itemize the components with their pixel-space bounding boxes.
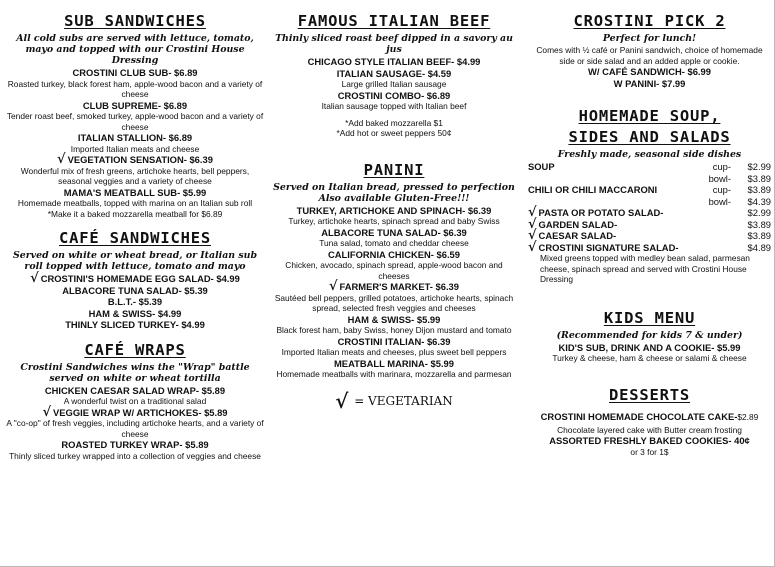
menu-item-desc: Black forest ham, baby Swiss, honey Dijon mustard and tomato <box>276 325 512 335</box>
menu-item-name: ALBACORE TUNA SALAD- $5.39 <box>62 284 208 296</box>
row-price: $4.39 <box>747 195 771 207</box>
menu-item-name: ITALIAN STALLION- $6.89 <box>77 132 193 143</box>
column-left <box>4 8 266 461</box>
menu-item-desc: Tuna salad, tomato and cheddar cheese <box>319 238 469 248</box>
cafe-sandwiches-subtitle: Served on white or wheat bread, or Italian sub roll topped with lettuce, tomato and mayo <box>12 250 257 272</box>
menu-item-vegetarian <box>4 273 266 285</box>
vegetarian-legend-label: = VEGETARIAN <box>354 393 453 408</box>
signature-salad-desc: Mixed greens topped with medley bean salad, parmesan cheese, spinach spread and served with Crostini House Dressing <box>540 253 750 284</box>
menu-item-name: CHICKEN CAESAR SALAD WRAP- $5.89 <box>44 384 226 396</box>
menu-item-desc: Imported Italian meats and cheese <box>70 143 200 154</box>
pick-two-heading: CROSTINI PICK 2 <box>573 12 726 30</box>
row-price: $4.89 <box>747 241 771 253</box>
vegetarian-icon: √ <box>528 239 537 255</box>
menu-item-desc: Homemade meatballs, topped with marina on an Italian sub roll <box>17 198 253 208</box>
kids-menu-heading: KIDS MENU <box>603 308 696 327</box>
menu-item-name: ASSORTED FRESHLY BAKED COOKIES- 40¢ <box>549 435 750 446</box>
row-name: CHILI OR CHILI MACCARONI <box>528 184 658 195</box>
table-row <box>528 161 771 173</box>
sides-price-table <box>528 161 771 253</box>
row-name: PASTA OR POTATO SALAD- <box>538 207 664 218</box>
menu-item-desc: Wonderful mix of fresh greens, artichoke hearts, bell peppers, seasonal veggies and a variety of cheese <box>20 165 250 186</box>
row-name <box>528 196 687 208</box>
sub-sandwiches-subtitle: All cold subs are served with lettuce, tomato, mayo and topped with our Crostini House Dressing <box>16 33 254 66</box>
menu-item-vegetarian <box>4 404 266 420</box>
kids-menu-subtitle: (Recommended for kids 7 & under) <box>556 329 743 341</box>
table-row <box>528 196 771 208</box>
menu-item-desc: Imported Italian meats and cheeses, plus sweet bell peppers <box>281 347 507 357</box>
column-right <box>528 8 771 457</box>
menu-item-desc: Large grilled Italian sausage <box>341 79 447 89</box>
row-name: GARDEN SALAD- <box>538 218 618 230</box>
pick-two-subtitle: Perfect for lunch! <box>602 33 697 44</box>
menu-item-name: CLUB SUPREME- $6.89 <box>82 99 188 111</box>
panini-subtitle: Served on Italian bread, pressed to perfection Also available Gluten-Free!!! <box>273 181 515 204</box>
menu-item-desc: Sautéed bell peppers, grilled potatoes, artichoke hearts, spinach spread, selected fresh veggies and cheeses <box>274 292 514 313</box>
row-size: bowl- <box>708 172 731 184</box>
menu-item-vegetarian <box>4 154 266 166</box>
vegetarian-icon: √ <box>329 279 338 294</box>
menu-item-desc: Homemade meatballs with marinara, mozzarella and parmesan <box>276 369 512 379</box>
menu-item-name: W PANINI- $7.99 <box>613 77 686 89</box>
cafe-wraps-heading: CAFÉ WRAPS <box>84 340 186 359</box>
column-middle <box>270 8 518 413</box>
menu-item-desc: Thinly sliced turkey wrapped into a collection of veggies and cheese <box>9 450 261 461</box>
menu-item-name: ROASTED TURKEY WRAP- $5.89 <box>61 439 209 450</box>
row-size <box>687 242 731 254</box>
row-price: $3.89 <box>747 230 771 241</box>
row-name <box>528 173 687 185</box>
menu-item-desc: Turkey & cheese, ham & cheese or salami & cheese <box>552 353 747 363</box>
addon-note: *Add hot or sweet peppers 50¢ <box>336 128 452 138</box>
italian-beef-subtitle: Thinly sliced roast beef dipped in a savory au jus <box>275 33 513 55</box>
soup-subtitle: Freshly made, seasonal side dishes <box>557 149 742 160</box>
menu-item-desc: Turkey, artichoke hearts, spinach spread and baby Swiss <box>288 216 500 226</box>
menu-item-name: CROSTINI ITALIAN- $6.39 <box>337 335 451 347</box>
menu-item-price: $2.89 <box>737 411 759 422</box>
row-size: cup- <box>712 161 731 172</box>
cafe-sandwiches-heading: CAFÉ SANDWICHES <box>59 229 211 247</box>
menu-item-name: MAMA'S MEATBALL SUB- $5.99 <box>63 186 207 198</box>
row-name: CROSTINI SIGNATURE SALAD- <box>538 241 679 253</box>
row-size: bowl- <box>708 195 731 207</box>
table-row <box>528 184 771 196</box>
pick-two-desc: Comes with ½ café or Panini sandwich, choice of homemade side or side salad and an added apple or cookie. <box>536 45 763 66</box>
table-row <box>528 230 771 242</box>
soup-heading-line1: HOMEMADE SOUP, <box>578 107 721 125</box>
menu-item-name: VEGGIE WRAP W/ ARTICHOKES- $5.89 <box>53 406 228 418</box>
menu-item-desc: or 3 for 1$ <box>630 446 669 457</box>
menu-item-name: KID'S SUB, DRINK AND A COOKIE- $5.99 <box>558 341 741 353</box>
table-row <box>528 219 771 231</box>
row-price: $3.89 <box>747 172 771 184</box>
menu-item-name: MEATBALL MARINA- $5.99 <box>334 357 454 369</box>
menu-item-name: ITALIAN SAUSAGE- $4.59 <box>336 67 452 79</box>
row-price: $3.89 <box>747 184 771 195</box>
vegetarian-legend <box>270 388 518 413</box>
menu-item-name: CALIFORNIA CHICKEN- $6.59 <box>328 248 460 260</box>
menu-item-name: THINLY SLICED TURKEY- $4.99 <box>65 319 205 330</box>
menu-item-desc: Italian sausage topped with Italian beef <box>321 101 467 111</box>
row-name: CAESAR SALAD- <box>538 230 617 241</box>
menu-item-name: CHICAGO STYLE ITALIAN BEEF- $4.99 <box>307 56 481 67</box>
row-size: cup- <box>712 184 731 195</box>
vegetarian-icon: √ <box>335 388 349 413</box>
row-size <box>687 207 731 219</box>
menu-item-desc: A "co-op" of fresh veggies, including artichoke hearts, and a variety of cheese <box>6 418 264 439</box>
menu-item-desc: Roasted turkey, black forest ham, apple-wood bacon and a variety of cheese <box>7 78 263 99</box>
menu-item-vegetarian <box>270 281 518 293</box>
row-size <box>687 230 731 242</box>
menu-item-name: CROSTINI HOMEMADE CHOCOLATE CAKE- <box>540 410 738 422</box>
menu-item-desc: A wonderful twist on a traditional salad <box>63 396 207 406</box>
row-name-vegetarian <box>528 216 687 232</box>
vegetarian-icon: √ <box>528 228 537 243</box>
menu-item-name: VEGETATION SENSATION- $6.39 <box>67 154 213 165</box>
row-name-vegetarian <box>528 239 687 255</box>
dessert-item <box>528 407 771 425</box>
sub-sandwiches-heading: SUB SANDWICHES <box>64 12 206 30</box>
menu-item-name: HAM & SWISS- $5.99 <box>347 313 441 325</box>
menu-item-name: W/ CAFÉ SANDWICH- $6.99 <box>588 66 711 77</box>
row-name-vegetarian <box>528 230 687 242</box>
row-size <box>687 219 731 231</box>
menu-item-name: TURKEY, ARTICHOKE AND SPINACH- $6.39 <box>296 204 492 216</box>
table-row <box>528 207 771 219</box>
menu-item-desc: Chocolate layered cake with Butter cream frosting <box>557 424 742 435</box>
vegetarian-icon: √ <box>42 404 52 420</box>
desserts-heading: DESSERTS <box>608 385 691 404</box>
vegetarian-icon: √ <box>30 271 39 286</box>
table-row <box>528 242 771 254</box>
table-row <box>528 173 771 185</box>
row-price: $3.89 <box>747 218 771 230</box>
italian-beef-heading: FAMOUS ITALIAN BEEF <box>297 12 491 30</box>
addon-note: *Add baked mozzarella $1 <box>345 117 443 128</box>
panini-heading: PANINI <box>363 160 425 179</box>
row-price: $2.99 <box>747 161 771 172</box>
menu-note: *Make it a baked mozzarella meatball for $6.89 <box>47 208 223 219</box>
cafe-wraps-subtitle: Crostini Sandwiches wins the "Wrap" battle served on white or wheat tortilla <box>20 361 250 384</box>
menu-item-name: FARMER'S MARKET- $6.39 <box>339 281 459 292</box>
menu-item-name: B.L.T.- $5.39 <box>107 296 163 307</box>
soup-heading-line2: SIDES AND SALADS <box>568 128 731 146</box>
vegetarian-icon: √ <box>528 205 537 220</box>
menu-item-desc: Tender roast beef, smoked turkey, apple-wood bacon and a variety of cheese <box>6 111 264 132</box>
row-price: $2.99 <box>747 207 771 218</box>
menu-item-name: HAM & SWISS- $4.99 <box>88 307 182 319</box>
menu-item-name: ALBACORE TUNA SALAD- $6.39 <box>321 226 467 238</box>
row-name-vegetarian <box>528 207 687 219</box>
menu-item-name: CROSTINI'S HOMEMADE EGG SALAD- $4.99 <box>40 273 240 284</box>
menu-item-name: CROSTINI COMBO- $6.89 <box>337 89 451 101</box>
vegetarian-icon: √ <box>57 152 66 167</box>
row-name: SOUP <box>528 161 555 172</box>
menu-item-desc: Chicken, avocado, spinach spread, apple-wood bacon and cheeses <box>285 260 503 281</box>
menu-item-name: CROSTINI CLUB SUB- $6.89 <box>72 67 198 78</box>
vegetarian-icon: √ <box>528 216 537 232</box>
